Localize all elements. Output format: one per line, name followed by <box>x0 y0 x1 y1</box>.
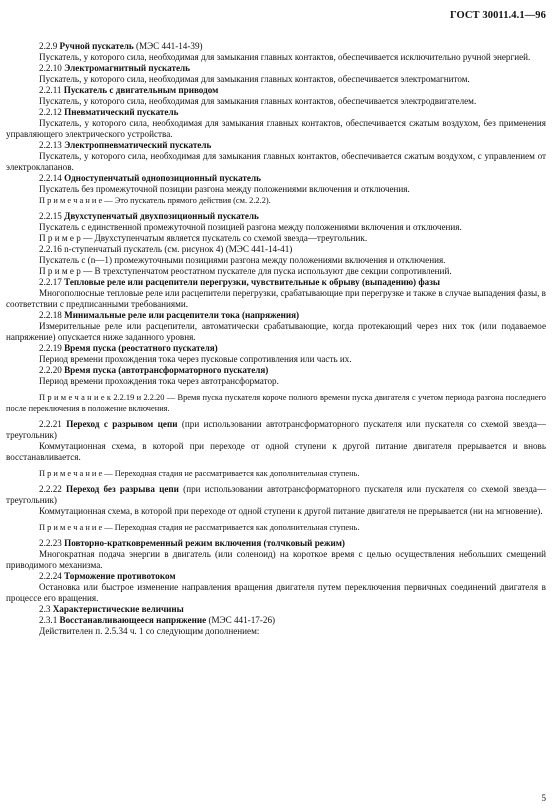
clause-number: 2.2.12 <box>39 107 62 117</box>
clause-heading <box>6 604 546 615</box>
clause-term: Восстанавливающееся напряжение <box>59 615 207 625</box>
definition-paragraph: Остановка или быстрое изменение направления вращения двигателя путем переключения первичных соединений двигателя в процессе его вращения. <box>6 582 546 603</box>
clause-heading <box>6 484 546 506</box>
clause-heading <box>6 277 546 288</box>
clause-reference: (МЭС 441-17-26) <box>206 615 276 625</box>
clause-heading <box>6 211 546 222</box>
clause-reference: (МЭС 441-14-39) <box>133 41 203 51</box>
definition-paragraph: Пускатель, у которого сила, необходимая для замыкания главных контактов, обеспечивается сжатым воздухом, с управлением от электроклапанов. <box>6 151 546 172</box>
definition-paragraph: Коммутационная схема, в которой при переходе от одной ступени к другой питание двигателя не прерывается (ни на мгновение). <box>39 506 543 516</box>
definition-paragraph: Коммутационная схема, в которой при переходе от одной ступени к другой питание двигателя прерывается и вновь восстанавливается. <box>6 441 546 462</box>
clause-number: 2.2.14 <box>39 173 62 183</box>
clause-term: Двухступенчатый двухпозиционный пускатель <box>64 211 259 221</box>
clause-heading <box>6 41 546 52</box>
clause-heading <box>6 107 546 118</box>
document-header: ГОСТ 30011.4.1—96 <box>449 10 546 21</box>
definition-paragraph: Многополюсные тепловые реле или расцепители перегрузки, срабатывающие при перегрузке и также в случае выпадения фазы, в соответствии с предписанными требованиями. <box>6 288 546 309</box>
definition-paragraph: Многократная подача энергии в двигатель (или соленоид) на короткое время с целью осуществления небольших смещений приводимого механизма. <box>6 549 546 570</box>
definition-paragraph: Измерительные реле или расцепители, автоматически срабатывающие, когда протекающий через них ток (или подаваемое напряжение) опускается ниже заданного уровня. <box>6 321 546 342</box>
clause-term: Пневматический пускатель <box>64 107 179 117</box>
clause-heading <box>6 615 546 626</box>
clause-heading <box>6 571 546 582</box>
clause-term: Время пуска (реостатного пускателя) <box>64 343 218 353</box>
clause-heading <box>6 419 546 441</box>
page-number: 5 <box>541 793 546 803</box>
clause-number: 2.2.21 <box>39 419 62 429</box>
definition-paragraph: Пускатель, у которого сила, необходимая для замыкания главных контактов, обеспечивается электродвигателем. <box>39 96 477 106</box>
definition-paragraph: Пускатель с единственной промежуточной позицией разгона между положениями включения и отключения. <box>39 222 462 232</box>
clause-heading <box>6 63 546 74</box>
clause-number: 2.2.9 <box>39 41 58 51</box>
clause-number: 2.2.10 <box>39 63 62 73</box>
clause-number: 2.2.19 <box>39 343 62 353</box>
clause-heading <box>6 538 546 549</box>
clause-number: 2.2.15 <box>39 211 62 221</box>
clause-number: 2.2.17 <box>39 277 62 287</box>
definition-paragraph: Период времени прохождения тока через автотрансформатор. <box>39 376 279 386</box>
definition-paragraph: Период времени прохождения тока через пусковые сопротивления или часть их. <box>39 354 352 364</box>
clause-heading <box>6 310 546 321</box>
clause-number: 2.3.1 <box>39 615 58 625</box>
clause-number: 2.2.18 <box>39 310 62 320</box>
clause-heading <box>6 343 546 354</box>
clause-term: Тепловые реле или расцепители перегрузки, чувствительные к обрыву (выпадению) фазы <box>64 277 441 287</box>
clause-term: Электромагнитный пускатель <box>64 63 190 73</box>
document-body <box>6 41 546 637</box>
clause-number: 2.2.23 <box>39 538 62 548</box>
clause-heading <box>6 140 546 151</box>
definition-paragraph: Пускатель с (n—1) промежуточными позициями разгона между положениями включения и отключения. <box>39 255 446 265</box>
definition-paragraph: Пускатель, у которого сила, необходимая для замыкания главных контактов, обеспечивается исключительно ручной энергией. <box>39 52 531 62</box>
clause-reference: (при использовании автотрансформаторного пускателя или пускателя со схемой звезда—треугольник) <box>6 484 547 505</box>
clause-term: Характеристические величины <box>52 604 184 614</box>
clause-heading <box>6 173 546 184</box>
clause-number: 2.2.24 <box>39 571 62 581</box>
clause-term: Электропневматический пускатель <box>64 140 212 150</box>
clause-number: 2.2.13 <box>39 140 62 150</box>
definition-paragraph: Пускатель, у которого сила, необходимая для замыкания главных контактов, обеспечивается сжатым воздухом, без применения управляющего электрического устройства. <box>6 118 546 139</box>
clause-term: Пускатель с двигательным приводом <box>63 85 219 95</box>
definition-paragraph: П р и м е р — В трехступенчатом реостатном пускателе для пуска используют две секции сопротивлений. <box>39 266 452 276</box>
clause-number: 2.3 <box>39 604 51 614</box>
clause-heading <box>6 85 546 96</box>
clause-term: Одноступенчатый однопозиционный пускатель <box>64 173 261 183</box>
definition-paragraph: П р и м е р — Двухступенчатым является пускатель со схемой звезда—треугольник. <box>39 233 368 243</box>
definition-paragraph: Действителен п. 2.5.34 ч. 1 со следующим дополнением: <box>39 626 260 636</box>
clause-term: Минимальные реле или расцепители тока (напряжения) <box>64 310 300 320</box>
clause-term: Повторно-кратковременный режим включения (толчковый режим) <box>64 538 345 548</box>
clause-term: Ручной пускатель <box>59 41 134 51</box>
note-paragraph: П р и м е ч а н и е — Переходная стадия не рассматривается как дополнительная ступень. <box>39 523 360 532</box>
note-paragraph: П р и м е ч а н и е — Это пускатель прямого действия (см. 2.2.2). <box>39 196 271 205</box>
note-paragraph: П р и м е ч а н и е к 2.2.19 и 2.2.20 — Время пуска пускателя короче полного времени пуска двигателя с учетом периода разгона последнего после переключения в положение включения. <box>6 393 546 413</box>
clause-number: 2.2.16 <box>39 244 62 254</box>
clause-reference: (при использовании автотрансформаторного пускателя или пускателя со схемой звезда—треугольник) <box>6 419 547 440</box>
clause-heading <box>6 365 546 376</box>
clause-number: 2.2.22 <box>39 484 62 494</box>
definition-paragraph: Пускатель без промежуточной позиции разгона между положениями включения и отключения. <box>39 184 410 194</box>
clause-reference: n-ступенчатый пускатель (см. рисунок 4) (МЭС 441-14-41) <box>64 244 293 254</box>
clause-number: 2.2.11 <box>39 85 62 95</box>
clause-number: 2.2.20 <box>39 365 62 375</box>
clause-term: Переход с разрывом цепи <box>66 419 178 429</box>
definition-paragraph: Пускатель, у которого сила, необходимая для замыкания главных контактов, обеспечивается электромагнитом. <box>39 74 470 84</box>
clause-term: Торможение противотоком <box>64 571 176 581</box>
clause-term: Переход без разрыва цепи <box>66 484 179 494</box>
note-paragraph: П р и м е ч а н и е — Переходная стадия не рассматривается как дополнительная ступень. <box>39 469 360 478</box>
clause-heading <box>6 244 546 255</box>
clause-term: Время пуска (автотрансформаторного пускателя) <box>64 365 269 375</box>
